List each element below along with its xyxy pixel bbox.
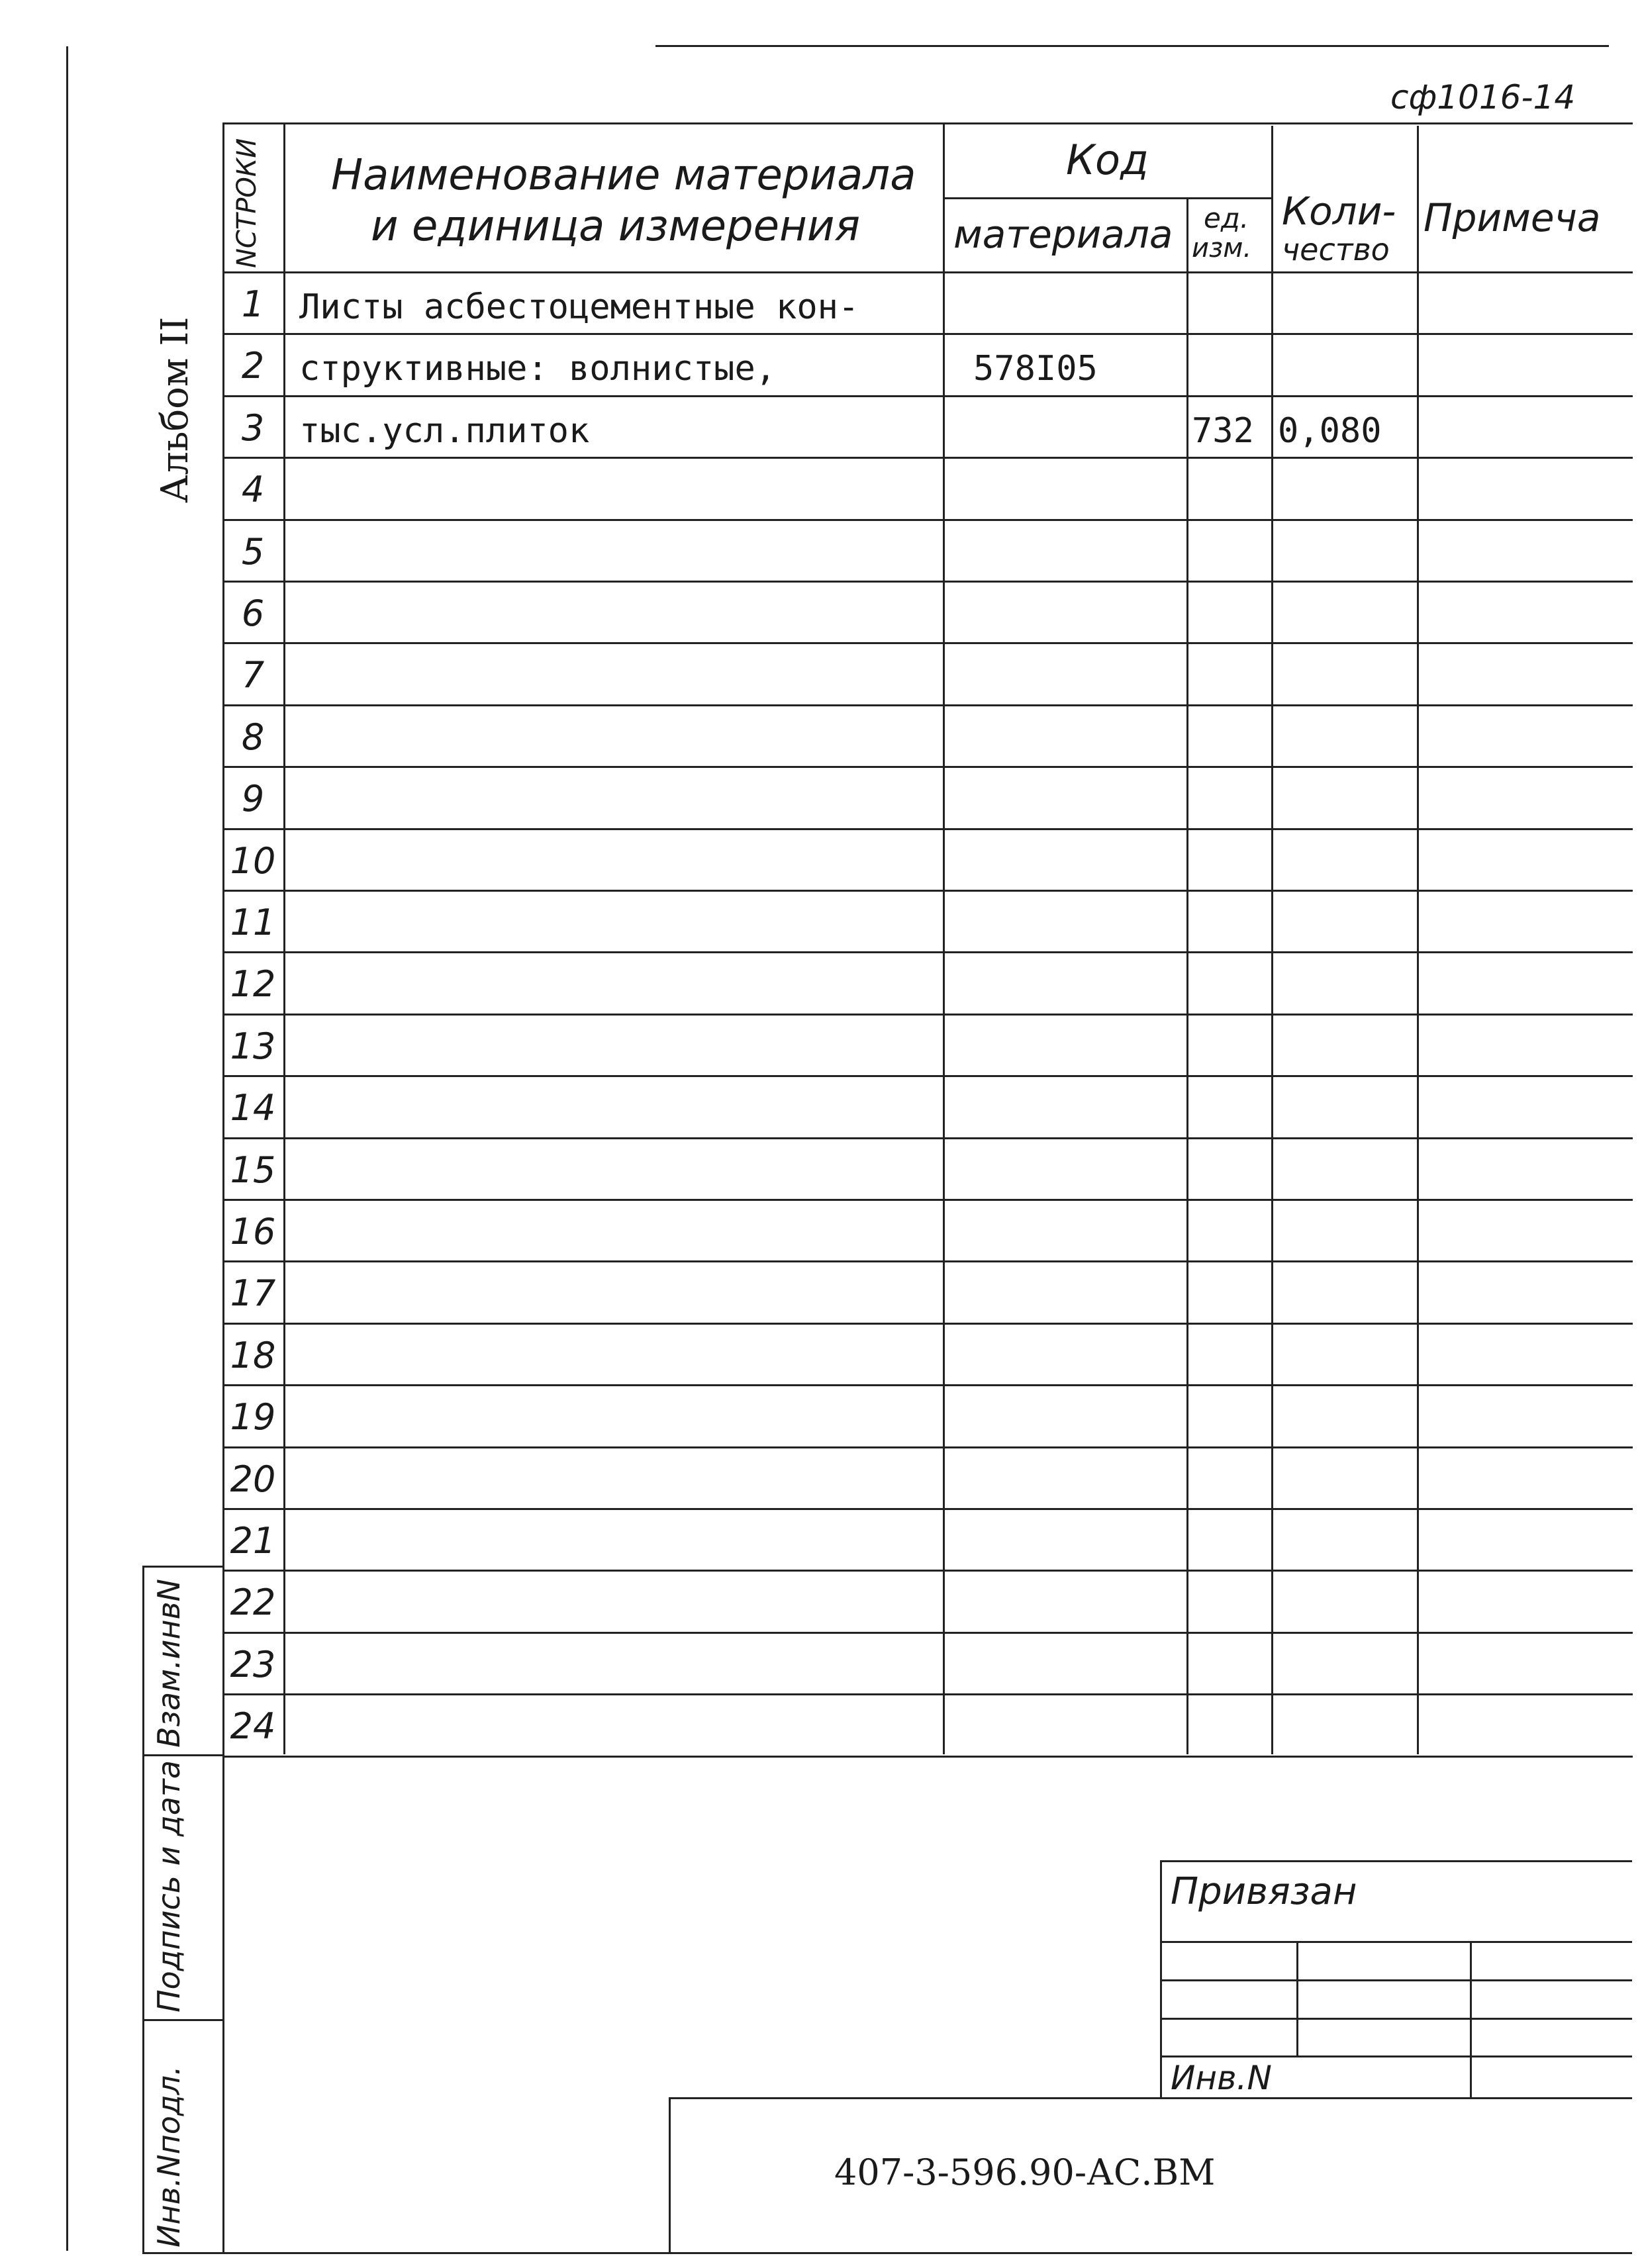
tb-inv-label: Инв.N xyxy=(1171,2059,1272,2097)
row-number: 13 xyxy=(230,1025,276,1067)
header-row-no: NСТРОКИ xyxy=(232,138,262,268)
tb-number-left xyxy=(669,2097,671,2254)
row-line xyxy=(222,457,1633,459)
top-rule xyxy=(655,45,1609,47)
row-line xyxy=(222,890,1633,892)
row-line xyxy=(222,1199,1633,1201)
tb-grid-vline-1 xyxy=(1296,1941,1298,2055)
row-number: 17 xyxy=(230,1272,276,1314)
side-stamp-bottom-line xyxy=(142,2252,1632,2254)
side-stamp-vzam: Взам.инвN xyxy=(151,1578,187,1748)
row-number: 20 xyxy=(230,1458,276,1500)
row-number: 12 xyxy=(230,963,276,1005)
header-unit-line2: изм. xyxy=(1192,233,1252,263)
row-line xyxy=(222,642,1633,644)
header-material: материала xyxy=(953,212,1173,257)
row-line xyxy=(222,1632,1633,1634)
tb-number-top xyxy=(669,2097,1632,2099)
row-line xyxy=(222,1260,1633,1262)
tb-privyazan-top xyxy=(1160,1860,1632,1862)
tb-grid-line-4 xyxy=(1160,2055,1632,2057)
row-number: 15 xyxy=(230,1149,276,1191)
row-line xyxy=(222,1446,1633,1448)
row-number: 4 xyxy=(241,469,265,510)
row-number: 18 xyxy=(230,1335,276,1376)
header-note: Примеча xyxy=(1424,195,1601,240)
row-number: 8 xyxy=(241,716,265,758)
side-stamp-divider-1 xyxy=(142,1754,224,1756)
row-number: 10 xyxy=(230,840,276,882)
col-line-qty-left xyxy=(1271,126,1273,1754)
row-name: структивные: волнистые, xyxy=(299,349,777,389)
header-name-line1: Наименование материала xyxy=(331,151,916,200)
left-binding-line xyxy=(66,46,68,2251)
row-number: 22 xyxy=(230,1582,276,1623)
row-number: 3 xyxy=(241,407,265,449)
row-number: 5 xyxy=(241,531,265,573)
header-top-line xyxy=(222,122,1633,124)
row-name: Листы асбестоцементные кон- xyxy=(299,287,859,327)
row-line xyxy=(222,1323,1633,1325)
row-line xyxy=(222,1384,1633,1386)
row-line xyxy=(222,704,1633,706)
header-name-line2: и единица измерения xyxy=(371,202,860,251)
row-number: 14 xyxy=(230,1087,276,1129)
row-number: 21 xyxy=(230,1520,276,1562)
row-number: 23 xyxy=(230,1644,276,1685)
tb-privyazan-label: Привязан xyxy=(1171,1870,1357,1913)
col-line-unit-left xyxy=(1186,199,1188,1754)
side-stamp-inv: Инв.Nподл. xyxy=(151,2065,187,2247)
header-qty-line1: Коли- xyxy=(1282,189,1396,234)
row-number: 16 xyxy=(230,1211,276,1252)
header-bottom-line xyxy=(222,271,1633,273)
row-number: 11 xyxy=(230,902,276,943)
row-unit-code: 732 xyxy=(1192,411,1254,451)
row-quantity: 0,080 xyxy=(1278,411,1382,451)
row-line xyxy=(222,1137,1633,1139)
tb-grid-vline-2 xyxy=(1470,1941,1472,2099)
row-line xyxy=(222,766,1633,768)
row-line xyxy=(222,1508,1633,1510)
side-stamp-top-line xyxy=(142,1566,224,1568)
col-line-note-left xyxy=(1417,126,1419,1754)
row-line xyxy=(222,333,1633,335)
row-line xyxy=(222,395,1633,397)
row-line xyxy=(222,519,1633,521)
row-line xyxy=(222,1075,1633,1077)
row-line xyxy=(222,951,1633,953)
tb-grid-line-2 xyxy=(1160,1979,1632,1981)
row-number: 9 xyxy=(241,778,265,820)
header-qty-line2: чество xyxy=(1282,232,1390,267)
row-line xyxy=(222,1014,1633,1016)
row-line xyxy=(222,1693,1633,1695)
col-line-rowno-left xyxy=(222,122,224,2254)
side-stamp-divider-2 xyxy=(142,2019,224,2021)
side-stamp-left-line xyxy=(142,1566,144,2254)
code-sub-line xyxy=(943,197,1271,199)
tb-grid-line-1 xyxy=(1160,1941,1632,1943)
album-label: Альбом II xyxy=(154,316,197,503)
row-number: 7 xyxy=(241,654,265,696)
row-line xyxy=(222,1756,1633,1758)
row-number: 6 xyxy=(241,592,265,634)
row-line xyxy=(222,828,1633,830)
row-line xyxy=(222,581,1633,583)
tb-grid-line-3 xyxy=(1160,2018,1632,2020)
row-name: тыс.усл.плиток xyxy=(299,411,590,451)
header-code: Код xyxy=(1066,136,1149,184)
row-number: 19 xyxy=(230,1396,276,1438)
doc-code: сф1016-14 xyxy=(1390,78,1576,117)
row-material-code: 578I05 xyxy=(973,349,1098,389)
row-number: 1 xyxy=(241,283,265,325)
row-number: 2 xyxy=(241,345,265,387)
row-number: 24 xyxy=(230,1705,276,1747)
header-unit-line1: ед. xyxy=(1204,202,1249,234)
doc-number: 407-3-596.90-АС.ВМ xyxy=(834,2151,1216,2193)
row-line xyxy=(222,1570,1633,1572)
side-stamp-podpis: Подпись и дата xyxy=(151,1760,187,2012)
